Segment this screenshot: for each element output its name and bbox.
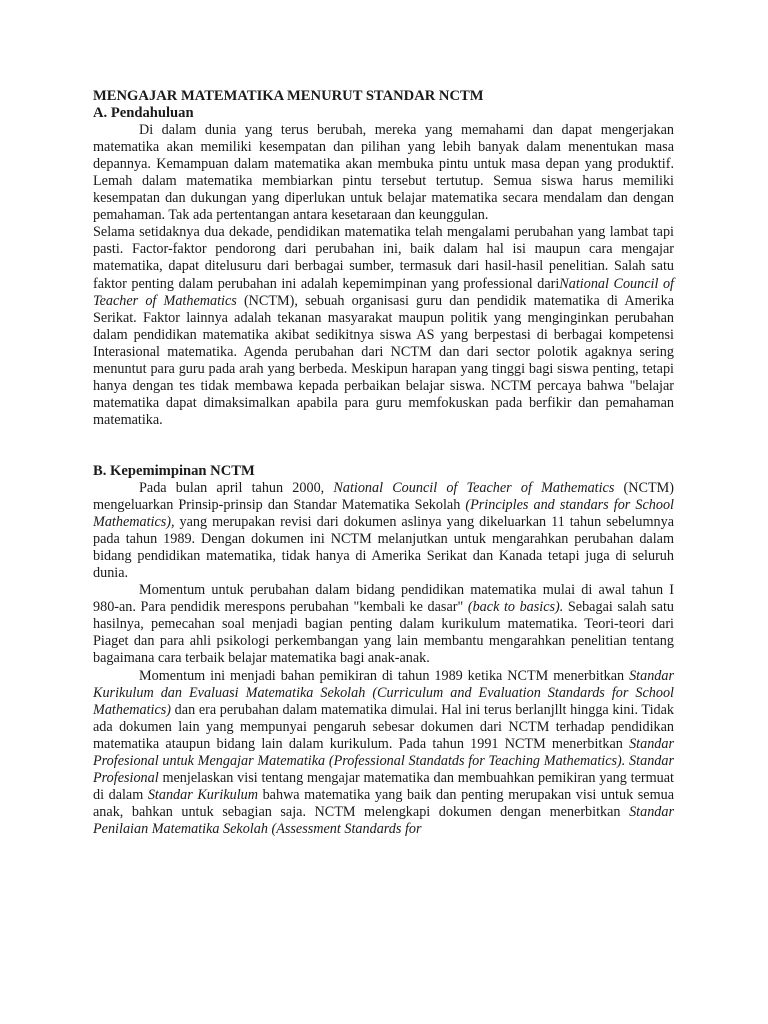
section-b-paragraph-1: Pada bulan april tahun 2000, National Council of Teacher of Mathematics (NCTM) mengeluarkan Prinsip-prinsip dan Standar Matematika Sekolah (Principles and standars for School Mathematics), yang merupakan revisi dari dokumen aslinya yang dikeluarkan 11 tahun sebelumnya pada tahun 1989. Dengan dokumen ini NCTM melanjutkan untuk mengarahkan perubahan dalam bidang pendidikan matematika, tidak hanya di Amerika Serikat dan Kanada tetapi juga di seluruh dunia. bbox=[93, 479, 674, 582]
section-gap bbox=[93, 429, 674, 463]
section-b-paragraph-2: Momentum untuk perubahan dalam bidang pendidikan matematika mulai di awal tahun I 980-an. Para pendidik merespons perubahan "kembali ke dasar" (back to basics). Sebagai salah satu hasilnya, pemecahan soal menjadi bagian penting dalam kurikulum matematika. Teori-teori dari Piaget dan para ahli psikologi perkembangan yang lain membantu mengarahkan penelitian tentang bagaimana cara terbaik belajar matematika bagi anak-anak. bbox=[93, 582, 674, 667]
section-a-heading: A. Pendahuluan bbox=[93, 105, 194, 122]
section-b-paragraph-3: Momentum ini menjadi bahan pemikiran di tahun 1989 ketika NCTM menerbitkan Standar Kurikulum dan Evaluasi Matematika Sekolah (Curriculum and Evaluation Standards for School Mathematics) dan era perubahan dalam matematika dimulai. Hal ini terus berlanjllt hingga kini. Tidak ada dokumen lain yang mempunyai pengaruh sebesar dokumen dari NCTM terhadap pendidikan matematika ataupun bidang lain dalam kurikulum. Pada tahun 1991 NCTM menerbitkan Standar Profesional untuk Mengajar Matematika (Professional Standatds for Teaching Mathematics). Standar Profesional menjelaskan visi tentang mengajar matematika dan membuahkan pemikiran yang termuat di dalam Standar Kurikulum bahwa matematika yang baik dan penting merupakan visi untuk semua anak, bahkan untuk sebagian saja. NCTM melengkapi dokumen dengan menerbitkan Standar Penilaian Matematika Sekolah (Assessment Standards for bbox=[93, 667, 674, 837]
document-title: MENGAJAR MATEMATIKA MENURUT STANDAR NCTM bbox=[93, 88, 484, 104]
section-a-paragraph-1: Di dalam dunia yang terus berubah, mereka yang memahami dan dapat mengerjakan matematika akan memiliki kesempatan dan pilihan yang lebih banyak dalam menentukan masa depannya. Kemampuan dalam matematika akan membuka pintu untuk masa depan yang produktif. Lemah dalam matematika membiarkan pintu tersebut tertutup. Semua siswa harus memiliki kesempatan dan dukungan yang diperlukan untuk belajar matematika secara mendalam dan dengan pemahaman. Tak ada pertentangan antara kesetaraan dan keunggulan. bbox=[93, 122, 674, 224]
section-a-paragraph-2: Selama setidaknya dua dekade, pendidikan matematika telah mengalami perubahan yang lambat tapi pasti. Factor-faktor pendorong dari perubahan ini, baik dalam hal isi maupun cara mengajar matematika, dapat ditelusuru dari berbagai sumber, termasuk dari hasil-hasil penelitian. Salah satu faktor penting dalam perubahan ini adalah kepemimpinan yang professional dariNational Council of Teacher of Mathematics (NCTM), sebuah organisasi guru dan pendidik matematika di Amerika Serikat. Faktor lainnya adalah tekanan masyarakat maupun politik yang menginginkan perubahan dalam pendidikan matematika akibat sedikitnya siswa AS yang berpestasi di berbagai kompetensi Interasional matematika. Agenda perubahan dari NCTM dan dari sector polotik agaknya sering menuntut para guru pada arah yang berbeda. Meskipun harapan yang tinggi bagi siswa penting, tetapi hanya dengan tes tidak membawa kepada perbaikan belajar siswa. NCTM percaya bahwa "belajar matematika dapat dimaksimalkan apabila para guru memfokuskan pada berfikir dan pemahaman matematika. bbox=[93, 224, 674, 428]
section-b-heading: B. Kepemimpinan NCTM bbox=[93, 462, 255, 479]
